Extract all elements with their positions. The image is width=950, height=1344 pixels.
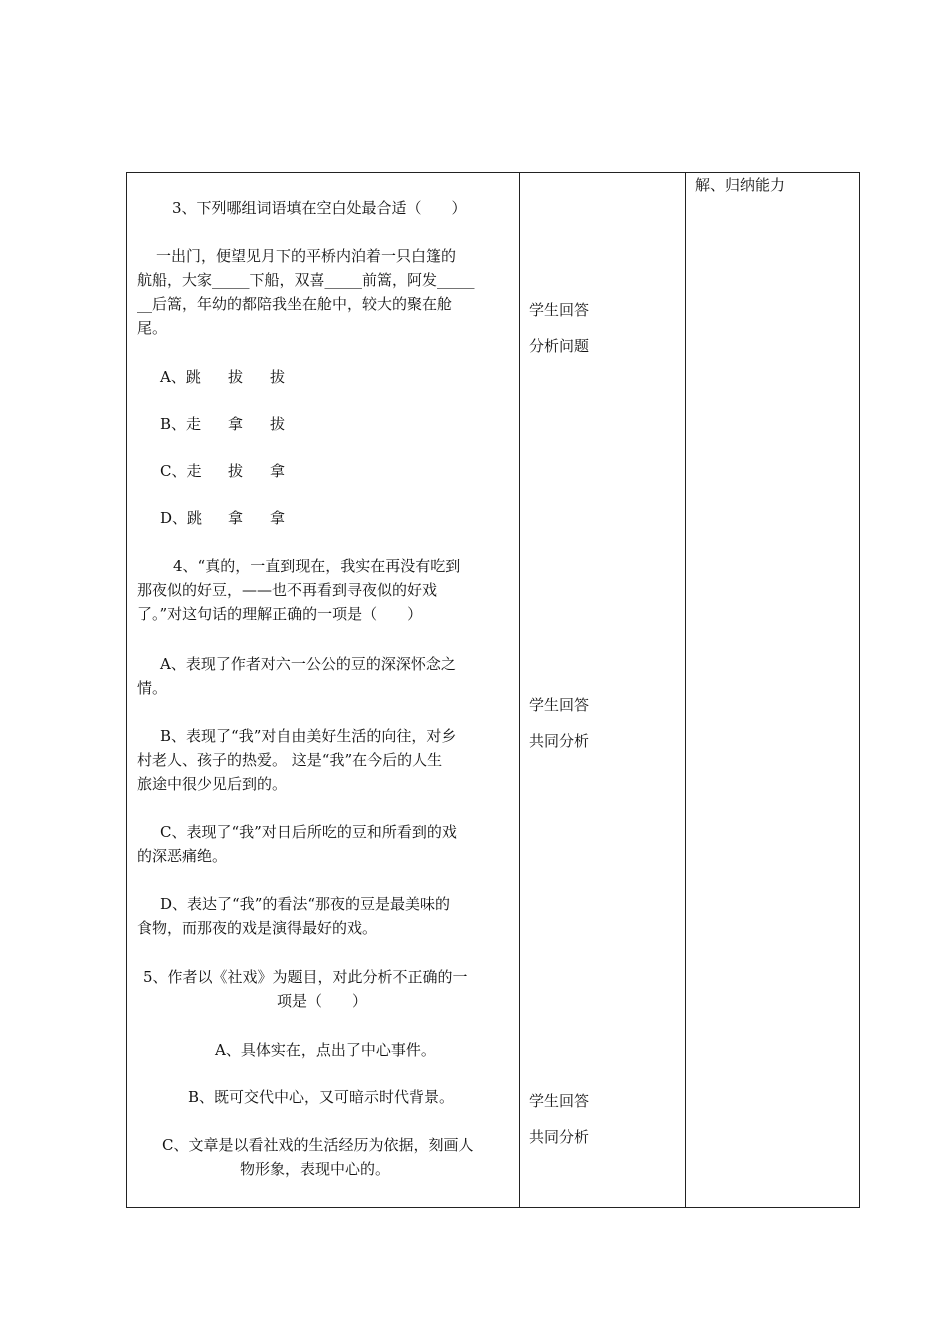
activity-note: 共同分析 bbox=[529, 732, 590, 750]
question-4-stem: 4、“真的，一直到现在，我实在再没有吃到 bbox=[173, 557, 461, 575]
activity-note: 分析问题 bbox=[529, 337, 590, 355]
activity-note: 学生回答 bbox=[529, 696, 590, 714]
q5-option-b: B、既可交代中心，又可暗示时代背景。 bbox=[188, 1088, 455, 1106]
q3-option-a-word: 拔 bbox=[270, 368, 286, 386]
question-5-stem: 项是（ ） bbox=[277, 992, 368, 1010]
question-4-stem: 那夜似的好豆，——也不再看到寻夜似的好戏 bbox=[137, 581, 438, 599]
q3-option-c: C、走 bbox=[160, 462, 202, 480]
q4-option-a: 情。 bbox=[137, 679, 168, 697]
column-divider bbox=[519, 173, 520, 1207]
q3-option-a-word: 拔 bbox=[228, 368, 244, 386]
q3-option-d: D、跳 bbox=[160, 509, 203, 527]
q4-option-d: D、表达了“我”的看法“那夜的豆是最美味的 bbox=[160, 895, 451, 913]
column-divider bbox=[685, 173, 686, 1207]
q3-option-d-word: 拿 bbox=[270, 509, 286, 527]
q5-option-a: A、具体实在，点出了中心事件。 bbox=[215, 1041, 436, 1059]
activity-note: 学生回答 bbox=[529, 301, 590, 319]
q5-option-c: 物形象，表现中心的。 bbox=[240, 1160, 391, 1178]
q3-option-a: A、跳 bbox=[160, 368, 201, 386]
q3-option-c-word: 拔 bbox=[228, 462, 244, 480]
q3-option-d-word: 拿 bbox=[228, 509, 244, 527]
q4-option-a: A、表现了作者对六一公公的豆的深深怀念之 bbox=[160, 655, 456, 673]
q3-option-b-word: 拿 bbox=[228, 415, 244, 433]
q3-passage-line: 一出门，便望见月下的平桥内泊着一只白篷的 bbox=[156, 247, 457, 265]
q4-option-c: C、表现了“我”对日后所吃的豆和所看到的戏 bbox=[160, 823, 457, 841]
q3-passage-line: __后篙，年幼的都陪我坐在舱中，较大的聚在舱 bbox=[137, 295, 453, 313]
q5-option-c: C、文章是以看社戏的生活经历为依据，刻画人 bbox=[162, 1136, 474, 1154]
question-4-stem: 了。”对这句话的理解正确的一项是（ ） bbox=[137, 605, 423, 623]
q3-option-b-word: 拔 bbox=[270, 415, 286, 433]
q4-option-b: 旅途中很少见后到的。 bbox=[137, 775, 288, 793]
q3-option-c-word: 拿 bbox=[270, 462, 286, 480]
q4-option-d: 食物，而那夜的戏是演得最好的戏。 bbox=[137, 919, 378, 937]
activity-note: 学生回答 bbox=[529, 1092, 590, 1110]
q4-option-b: B、表现了“我”对自由美好生活的向往，对乡 bbox=[160, 727, 457, 745]
q3-passage-line: 尾。 bbox=[137, 319, 168, 337]
question-3-stem: 3、下列哪组词语填在空白处最合适（ ） bbox=[172, 199, 467, 217]
activity-note: 共同分析 bbox=[529, 1128, 590, 1146]
question-5-stem: 5、作者以《社戏》为题目，对此分析不正确的一 bbox=[143, 968, 468, 986]
q4-option-b: 村老人、孩子的热爱。 这是“我”在今后的人生 bbox=[137, 751, 443, 769]
q3-passage-line: 航船，大家_____下船，双喜_____前篙，阿发_____ bbox=[137, 271, 475, 289]
q4-option-c: 的深恶痛绝。 bbox=[137, 847, 228, 865]
q3-option-b: B、走 bbox=[160, 415, 202, 433]
objective-text: 解、归纳能力 bbox=[695, 176, 786, 194]
